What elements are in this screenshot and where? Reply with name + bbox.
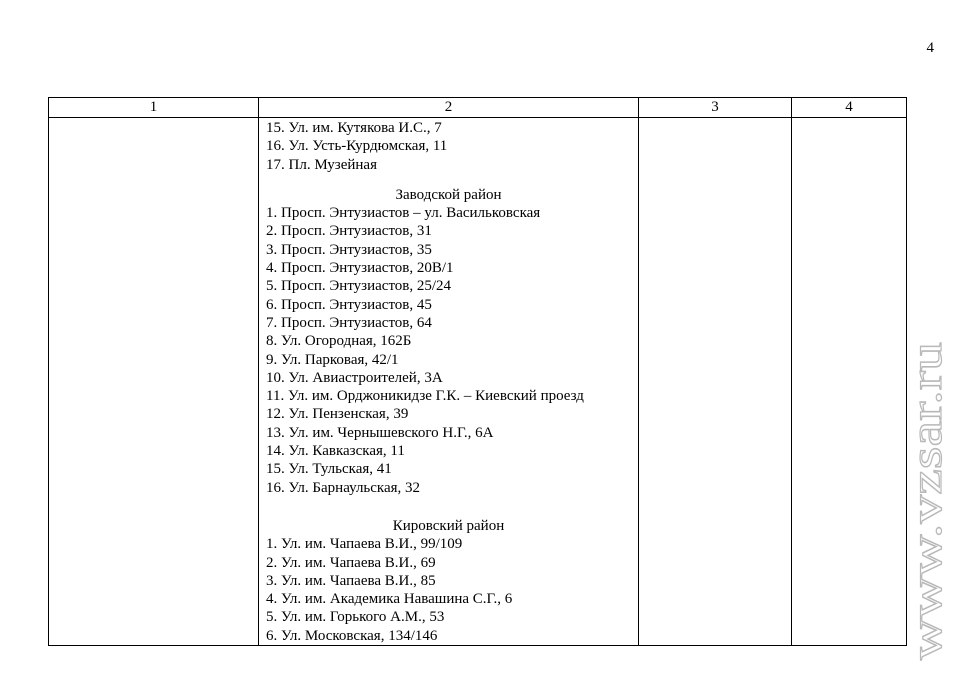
cell-column-2 bbox=[259, 118, 639, 646]
header-cell-3: 3 bbox=[639, 98, 792, 118]
header-cell-1: 1 bbox=[49, 98, 259, 118]
watermark bbox=[899, 334, 959, 664]
header-cell-2: 2 bbox=[259, 98, 639, 118]
list-item: 6. Просп. Энтузиастов, 45 bbox=[266, 296, 432, 313]
list-item: 6. Ул. Московская, 134/146 bbox=[266, 627, 438, 644]
list-item: 15. Ул. им. Кутякова И.С., 7 bbox=[266, 120, 442, 136]
list-item: 4. Просп. Энтузиастов, 20В/1 bbox=[266, 260, 454, 277]
watermark-text: www.vzsar.ru bbox=[902, 418, 951, 660]
list-item: 12. Ул. Пензенская, 39 bbox=[266, 406, 409, 423]
list-item: 14. Ул. Кавказская, 11 bbox=[266, 443, 405, 460]
list-item: 7. Просп. Энтузиастов, 64 bbox=[266, 314, 432, 331]
table-body-row bbox=[49, 118, 907, 646]
cell-column-3 bbox=[639, 118, 792, 646]
list-item: 16. Ул. Усть-Курдюмская, 11 bbox=[266, 138, 448, 155]
list-item: 5. Ул. им. Горького А.М., 53 bbox=[266, 609, 445, 626]
document-table bbox=[48, 97, 907, 646]
district-heading: Заводской район bbox=[395, 186, 502, 203]
list-item: 11. Ул. им. Орджоникидзе Г.К. – Киевский проезд bbox=[266, 388, 584, 405]
cell-column-4 bbox=[792, 118, 907, 646]
list-item: 5. Просп. Энтузиастов, 25/24 bbox=[266, 278, 452, 295]
header-cell-4: 4 bbox=[792, 98, 907, 118]
district-heading: Кировский район bbox=[392, 517, 505, 534]
cell-column-1 bbox=[49, 118, 259, 646]
list-item: 17. Пл. Музейная bbox=[266, 156, 377, 173]
list-item: 1. Просп. Энтузиастов – ул. Васильковская bbox=[266, 205, 541, 222]
list-item: 8. Ул. Огородная, 162Б bbox=[266, 333, 412, 350]
page-number: 4 bbox=[926, 40, 934, 56]
list-item: 3. Просп. Энтузиастов, 35 bbox=[266, 241, 432, 258]
continued-list bbox=[266, 119, 638, 174]
district-section-zavodskoy bbox=[266, 186, 638, 497]
district-section-kirovskiy bbox=[266, 517, 638, 645]
list-item: 2. Просп. Энтузиастов, 31 bbox=[266, 223, 432, 240]
list-item: 9. Ул. Парковая, 42/1 bbox=[266, 351, 399, 368]
list-item: 16. Ул. Барнаульская, 32 bbox=[266, 479, 421, 496]
list-item: 10. Ул. Авиастроителей, 3А bbox=[266, 369, 443, 386]
list-item: 15. Ул. Тульская, 41 bbox=[266, 461, 392, 478]
table-header-row bbox=[49, 98, 907, 118]
list-item: 2. Ул. им. Чапаева В.И., 69 bbox=[266, 554, 436, 571]
list-item: 1. Ул. им. Чапаева В.И., 99/109 bbox=[266, 536, 463, 553]
list-item: 3. Ул. им. Чапаева В.И., 85 bbox=[266, 572, 436, 589]
list-item: 4. Ул. им. Академика Навашина С.Г., 6 bbox=[266, 591, 513, 608]
list-item: 13. Ул. им. Чернышевского Н.Г., 6А bbox=[266, 424, 494, 441]
